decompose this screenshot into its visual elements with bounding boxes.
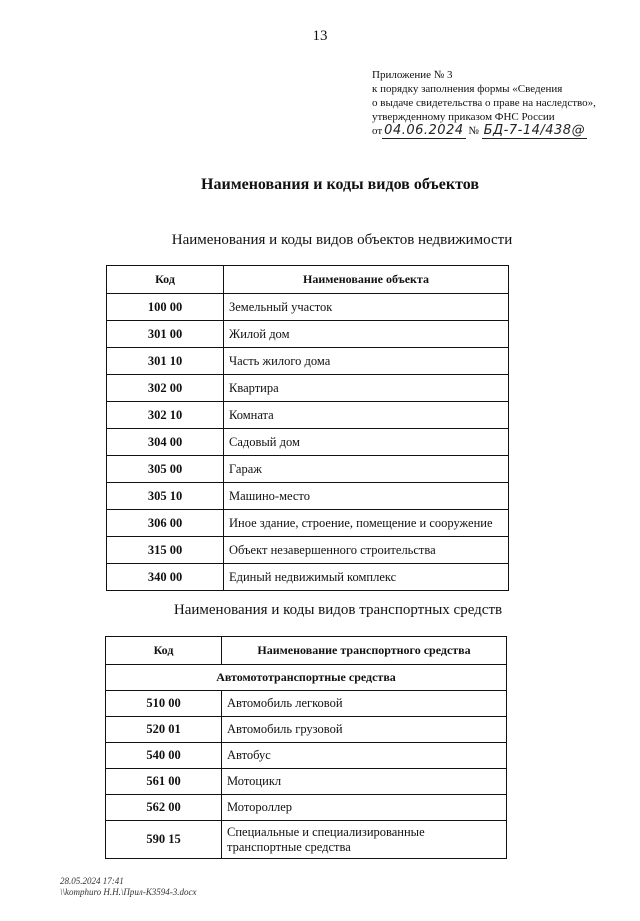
table-row <box>107 456 509 483</box>
row-code: 304 00 <box>107 429 224 456</box>
table-row <box>107 321 509 348</box>
row-code: 315 00 <box>107 537 224 564</box>
column-header-code: Код <box>106 637 222 665</box>
appendix-header <box>372 68 622 138</box>
appendix-line-4: утвержденному приказом ФНС России <box>372 111 555 123</box>
table-row <box>106 717 507 743</box>
appendix-line-2: к порядку заполнения формы «Сведения <box>372 83 563 95</box>
row-code: 301 00 <box>107 321 224 348</box>
row-code: 540 00 <box>106 743 222 769</box>
row-name: Иное здание, строение, помещение и сооружение <box>224 510 509 537</box>
order-date: 04.06.2024 <box>384 123 464 138</box>
table-row <box>107 564 509 591</box>
row-name: Часть жилого дома <box>224 348 509 375</box>
appendix-number: Приложение № 3 <box>372 69 453 81</box>
vehicles-header-row <box>106 637 507 665</box>
row-code: 301 10 <box>107 348 224 375</box>
row-name: Мотороллер <box>222 795 507 821</box>
page-number: 13 <box>312 28 328 44</box>
row-code: 561 00 <box>106 769 222 795</box>
row-name: Объект незавершенного строительства <box>224 537 509 564</box>
table-row <box>107 537 509 564</box>
column-header-object-name: Наименование объекта <box>224 266 509 294</box>
real-estate-header-row <box>107 266 509 294</box>
column-header-vehicle-name: Наименование транспортного средства <box>222 637 507 665</box>
table-row <box>107 294 509 321</box>
row-code: 510 00 <box>106 691 222 717</box>
row-code: 340 00 <box>107 564 224 591</box>
table-row <box>107 429 509 456</box>
row-code: 562 00 <box>106 795 222 821</box>
row-name: Гараж <box>224 456 509 483</box>
document-footer <box>60 876 197 898</box>
from-label: от <box>372 125 383 137</box>
row-name: Автобус <box>222 743 507 769</box>
row-name: Машино-место <box>224 483 509 510</box>
footer-timestamp: 28.05.2024 17:41 <box>60 876 124 886</box>
row-name: Комната <box>224 402 509 429</box>
footer-file-path: \\komphuro Н.Н.\Прил-К3594-3.docx <box>60 887 197 897</box>
column-header-code: Код <box>107 266 224 294</box>
table-row <box>107 348 509 375</box>
row-name: Автомобиль легковой <box>222 691 507 717</box>
row-name: Единый недвижимый комплекс <box>224 564 509 591</box>
row-name: Земельный участок <box>224 294 509 321</box>
appendix-order-line <box>372 124 622 138</box>
appendix-line-3: о выдаче свидетельства о праве на наследство», <box>372 97 596 109</box>
row-code: 306 00 <box>107 510 224 537</box>
row-code: 520 01 <box>106 717 222 743</box>
group-row <box>106 665 507 691</box>
table-row <box>106 795 507 821</box>
real-estate-table <box>106 265 509 591</box>
table-row <box>106 743 507 769</box>
row-name: Мотоцикл <box>222 769 507 795</box>
row-name: Специальные и специализированные транспортные средства <box>222 821 507 859</box>
table-row <box>107 375 509 402</box>
group-label: Автомототранспортные средства <box>106 665 507 691</box>
order-number: БД-7-14/438@ <box>483 123 586 138</box>
table-row <box>107 510 509 537</box>
row-name: Автомобиль грузовой <box>222 717 507 743</box>
table-row <box>106 821 507 859</box>
document-title: Наименования и коды видов объектов <box>201 176 479 193</box>
row-code: 302 10 <box>107 402 224 429</box>
row-code: 590 15 <box>106 821 222 859</box>
table-row <box>106 769 507 795</box>
number-label: № <box>468 125 479 137</box>
row-code: 100 00 <box>107 294 224 321</box>
row-code: 305 00 <box>107 456 224 483</box>
row-code: 305 10 <box>107 483 224 510</box>
row-name: Жилой дом <box>224 321 509 348</box>
row-name: Садовый дом <box>224 429 509 456</box>
row-name: Квартира <box>224 375 509 402</box>
table-row <box>107 483 509 510</box>
table-row <box>106 691 507 717</box>
vehicles-table <box>105 636 507 859</box>
vehicles-heading: Наименования и коды видов транспортных средств <box>173 602 503 618</box>
real-estate-heading: Наименования и коды видов объектов недвижимости <box>171 232 513 248</box>
table-row <box>107 402 509 429</box>
row-code: 302 00 <box>107 375 224 402</box>
